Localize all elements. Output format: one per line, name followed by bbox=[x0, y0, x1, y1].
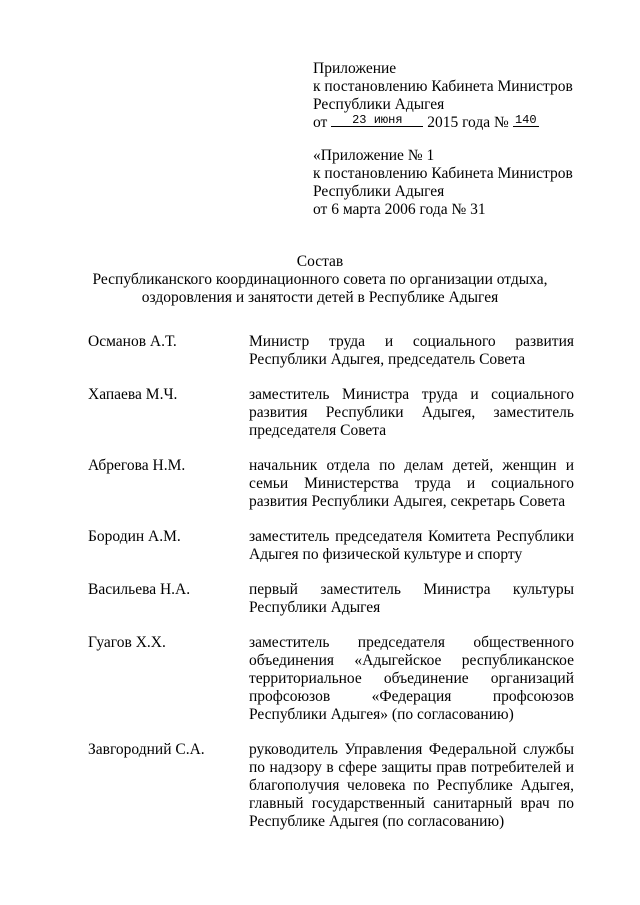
from-label: от bbox=[313, 114, 328, 131]
member-name: Хапаева М.Ч. bbox=[88, 386, 178, 403]
member-row bbox=[88, 386, 574, 440]
members-list bbox=[88, 333, 574, 848]
appendix-header bbox=[313, 60, 613, 132]
member-role: заместитель председателя Комитета Республики Адыгея по физической культуре и спорту bbox=[249, 528, 574, 563]
member-row bbox=[88, 457, 574, 511]
member-role: начальник отдела по делам детей, женщин и семьи Министерства труда и социального развития Республики Адыгея, секретарь Совета bbox=[249, 457, 574, 510]
member-role: Министр труда и социального развития Республики Адыгея, председатель Совета bbox=[249, 333, 574, 368]
appendix-line-3: Республики Адыгея bbox=[313, 96, 445, 113]
member-row bbox=[88, 333, 574, 369]
previous-appendix-line-4: от 6 марта 2006 года № 31 bbox=[313, 201, 486, 218]
member-name: Бородин А.М. bbox=[88, 528, 181, 545]
member-role: руководитель Управления Федеральной службы по надзору в сфере защиты прав потребителей и благополучия человека по Республике Адыгея, главный государственный санитарный врач по Республике Адыгея (по согласованию) bbox=[249, 741, 574, 830]
member-name: Завгородний С.А. bbox=[88, 741, 205, 758]
appendix-line-1: Приложение bbox=[313, 60, 397, 77]
member-role: заместитель председателя общественного объединения «Адыгейское республиканское территориальное объединение организаций профсоюзов «Федерация профсоюзов Республики Адыгея» (по согласованию) bbox=[249, 634, 574, 723]
appendix-date-line bbox=[313, 114, 613, 132]
document-title bbox=[0, 253, 640, 307]
member-name: Османов А.Т. bbox=[88, 333, 177, 350]
appendix-line-2: к постановлению Кабинета Министров bbox=[313, 78, 573, 95]
member-name: Гуагов Х.Х. bbox=[88, 634, 166, 651]
member-role: первый заместитель Министра культуры Республики Адыгея bbox=[249, 581, 574, 616]
previous-appendix-line-1: «Приложение № 1 bbox=[313, 147, 435, 164]
previous-appendix bbox=[313, 147, 613, 219]
title-line-1: Состав bbox=[296, 253, 344, 270]
previous-appendix-line-3: Республики Адыгея bbox=[313, 183, 445, 200]
member-role: заместитель Министра труда и социального развития Республики Адыгея, заместитель председателя Совета bbox=[249, 386, 574, 439]
previous-appendix-line-2: к постановлению Кабинета Министров bbox=[313, 165, 573, 182]
year-text: 2015 года № bbox=[427, 114, 509, 131]
date-field: 23 июня bbox=[331, 114, 423, 127]
member-row bbox=[88, 741, 574, 831]
title-line-2: Республиканского координационного совета по организации отдыха, bbox=[92, 271, 548, 288]
member-row bbox=[88, 634, 574, 724]
member-name: Абрегова Н.М. bbox=[88, 457, 186, 474]
member-name: Васильева Н.А. bbox=[88, 581, 191, 598]
member-row bbox=[88, 528, 574, 564]
number-field: 140 bbox=[513, 114, 539, 127]
title-line-3: оздоровления и занятости детей в Республике Адыгея bbox=[141, 289, 499, 306]
member-row bbox=[88, 581, 574, 617]
